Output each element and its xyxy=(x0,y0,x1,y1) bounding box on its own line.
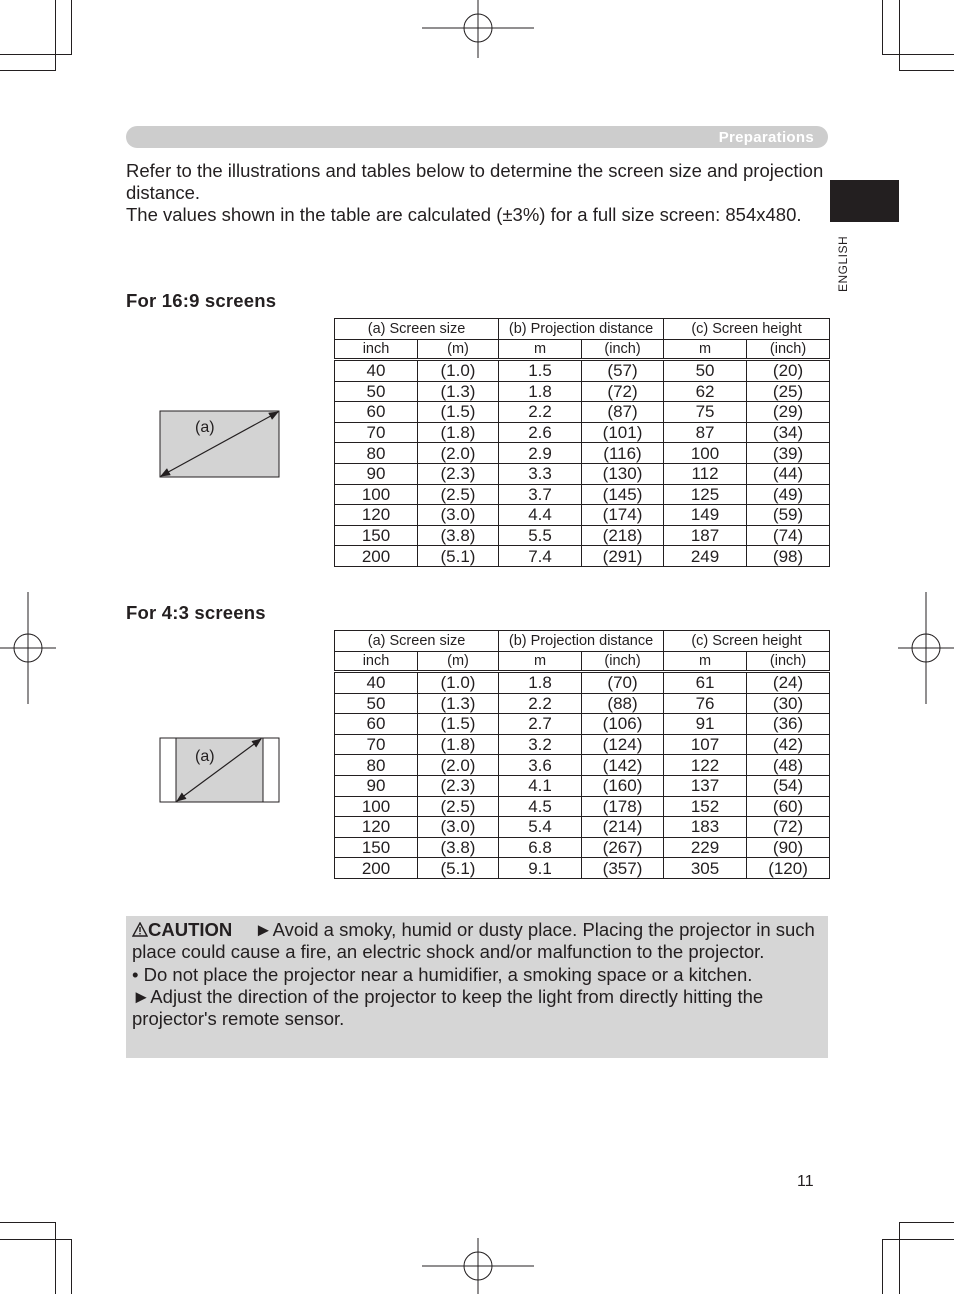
table-body xyxy=(335,672,830,879)
unit-header: (m) xyxy=(418,340,499,360)
unit-header: inch xyxy=(335,652,418,672)
table-cell: (29) xyxy=(747,402,830,423)
table-cell: 125 xyxy=(664,484,747,505)
table-cell: 3.7 xyxy=(499,484,582,505)
table-cell: (1.8) xyxy=(418,734,499,755)
table-cell: 1.8 xyxy=(499,381,582,402)
table-cell: 50 xyxy=(335,381,418,402)
table-cell: (106) xyxy=(582,714,664,735)
table-cell: (88) xyxy=(582,693,664,714)
table-cell: 2.7 xyxy=(499,714,582,735)
table-cell: (120) xyxy=(747,858,830,879)
caution-paragraph: • Do not place the projector near a humidifier, a smoking space or a kitchen. xyxy=(132,963,753,985)
table-cell: 70 xyxy=(335,734,418,755)
language-label: ENGLISH xyxy=(836,235,850,292)
table-cell: 4.4 xyxy=(499,505,582,526)
table-cell: 60 xyxy=(335,402,418,423)
table-cell: (178) xyxy=(582,796,664,817)
table-row xyxy=(335,546,830,567)
table-cell: 61 xyxy=(664,672,747,694)
table-cell: (357) xyxy=(582,858,664,879)
section-heading-16-9: For 16:9 screens xyxy=(126,290,277,311)
caution-box xyxy=(126,916,828,1058)
unit-header: (inch) xyxy=(582,340,664,360)
table-cell: 2.9 xyxy=(499,443,582,464)
table-cell: 120 xyxy=(335,817,418,838)
table-16-9 xyxy=(334,318,830,567)
table-row xyxy=(335,402,830,423)
table-cell: 1.5 xyxy=(499,360,582,382)
diagram-label: (a) xyxy=(195,419,215,436)
section-title: Preparations xyxy=(718,129,814,146)
table-row xyxy=(335,672,830,694)
table-cell: 187 xyxy=(664,525,747,546)
table-row xyxy=(335,443,830,464)
table-cell: 76 xyxy=(664,693,747,714)
intro-paragraph: The values shown in the table are calculated (±3%) for a full size screen: 854x480. xyxy=(126,204,802,225)
caution-label: CAUTION xyxy=(148,919,233,940)
table-cell: (1.3) xyxy=(418,381,499,402)
table-cell: 122 xyxy=(664,755,747,776)
column-group-header: (c) Screen height xyxy=(664,631,830,652)
table-row xyxy=(335,714,830,735)
unit-header: (inch) xyxy=(747,652,830,672)
table-cell: 249 xyxy=(664,546,747,567)
table-cell: 62 xyxy=(664,381,747,402)
unit-header: m xyxy=(664,652,747,672)
table-cell: (2.0) xyxy=(418,755,499,776)
table-body xyxy=(335,360,830,567)
table-cell: 80 xyxy=(335,443,418,464)
table-cell: (90) xyxy=(747,837,830,858)
table-cell: 107 xyxy=(664,734,747,755)
table-cell: 100 xyxy=(335,484,418,505)
table-cell: (30) xyxy=(747,693,830,714)
table-cell: 137 xyxy=(664,775,747,796)
registration-mark-bottom xyxy=(422,1238,534,1294)
page-number: 11 xyxy=(797,1173,814,1190)
table-cell: 120 xyxy=(335,505,418,526)
table-cell: 149 xyxy=(664,505,747,526)
table-cell: 60 xyxy=(335,714,418,735)
table-row xyxy=(335,422,830,443)
registration-mark-top xyxy=(422,0,534,58)
table-cell: (130) xyxy=(582,463,664,484)
table-row xyxy=(335,858,830,879)
table-cell: (2.3) xyxy=(418,775,499,796)
table-row xyxy=(335,525,830,546)
column-group-header: (c) Screen height xyxy=(664,319,830,340)
table-cell: (49) xyxy=(747,484,830,505)
table-cell: 87 xyxy=(664,422,747,443)
table-cell: (1.8) xyxy=(418,422,499,443)
unit-header: m xyxy=(499,652,582,672)
table-cell: (1.0) xyxy=(418,672,499,694)
unit-header: (inch) xyxy=(582,652,664,672)
table-cell: (57) xyxy=(582,360,664,382)
table-cell: (145) xyxy=(582,484,664,505)
table-cell: 112 xyxy=(664,463,747,484)
table-row xyxy=(335,817,830,838)
table-cell: (2.5) xyxy=(418,484,499,505)
table-cell: (1.3) xyxy=(418,693,499,714)
screen-diagram-4-3 xyxy=(158,736,282,806)
table-cell: (44) xyxy=(747,463,830,484)
table-cell: 80 xyxy=(335,755,418,776)
caution-text: ►Avoid a smoky, humid or dusty place. Placing the projector in such place could cause a fire, an electric shock and/or malfunction to the projector. xyxy=(132,919,815,963)
table-row xyxy=(335,796,830,817)
table-cell: 3.3 xyxy=(499,463,582,484)
intro-text xyxy=(126,160,846,226)
table-cell: 152 xyxy=(664,796,747,817)
table-cell: 7.4 xyxy=(499,546,582,567)
table-cell: (1.0) xyxy=(418,360,499,382)
table-cell: 229 xyxy=(664,837,747,858)
table-cell: (42) xyxy=(747,734,830,755)
registration-mark-right xyxy=(898,592,954,704)
table-cell: 50 xyxy=(664,360,747,382)
table-cell: (2.0) xyxy=(418,443,499,464)
table-cell: 9.1 xyxy=(499,858,582,879)
table-cell: 200 xyxy=(335,546,418,567)
caution-paragraph xyxy=(132,919,822,964)
caution-paragraph: ►Adjust the direction of the projector to keep the light from directly hitting the projector's remote sensor. xyxy=(132,985,764,1030)
table-cell: (39) xyxy=(747,443,830,464)
table-cell: (142) xyxy=(582,755,664,776)
table-cell: 183 xyxy=(664,817,747,838)
unit-header: m xyxy=(499,340,582,360)
table-cell: 150 xyxy=(335,525,418,546)
table-4-3 xyxy=(334,630,830,879)
diagram-label: (a) xyxy=(195,748,215,765)
table-cell: 305 xyxy=(664,858,747,879)
table-row xyxy=(335,360,830,382)
table-cell: 6.8 xyxy=(499,837,582,858)
table-cell: (174) xyxy=(582,505,664,526)
table-cell: 100 xyxy=(335,796,418,817)
table-cell: (116) xyxy=(582,443,664,464)
table-row xyxy=(335,484,830,505)
table-cell: 150 xyxy=(335,837,418,858)
table-cell: (72) xyxy=(582,381,664,402)
table-cell: (3.0) xyxy=(418,505,499,526)
table-cell: (20) xyxy=(747,360,830,382)
table-cell: 1.8 xyxy=(499,672,582,694)
table-cell: 200 xyxy=(335,858,418,879)
table-cell: 75 xyxy=(664,402,747,423)
table-cell: (54) xyxy=(747,775,830,796)
unit-header: (inch) xyxy=(747,340,830,360)
table-cell: (48) xyxy=(747,755,830,776)
table-cell: (70) xyxy=(582,672,664,694)
table-cell: 3.6 xyxy=(499,755,582,776)
table-row xyxy=(335,755,830,776)
table-row xyxy=(335,693,830,714)
table-cell: (124) xyxy=(582,734,664,755)
table-cell: 100 xyxy=(664,443,747,464)
table-cell: (72) xyxy=(747,817,830,838)
table-row xyxy=(335,463,830,484)
table-cell: 90 xyxy=(335,463,418,484)
table-cell: 90 xyxy=(335,775,418,796)
table-cell: (60) xyxy=(747,796,830,817)
unit-header: inch xyxy=(335,340,418,360)
table-cell: (214) xyxy=(582,817,664,838)
table-cell: 40 xyxy=(335,672,418,694)
column-group-header: (a) Screen size xyxy=(335,631,499,652)
table-cell: (5.1) xyxy=(418,858,499,879)
table-row xyxy=(335,734,830,755)
table-cell: (25) xyxy=(747,381,830,402)
table-cell: (3.8) xyxy=(418,837,499,858)
table-cell: (59) xyxy=(747,505,830,526)
table-cell: 5.4 xyxy=(499,817,582,838)
column-group-header: (a) Screen size xyxy=(335,319,499,340)
table-cell: 4.1 xyxy=(499,775,582,796)
table-cell: (1.5) xyxy=(418,402,499,423)
table-cell: (36) xyxy=(747,714,830,735)
table-cell: (101) xyxy=(582,422,664,443)
table-cell: (98) xyxy=(747,546,830,567)
table-cell: 50 xyxy=(335,693,418,714)
table-cell: (3.8) xyxy=(418,525,499,546)
table-cell: (74) xyxy=(747,525,830,546)
table-cell: (267) xyxy=(582,837,664,858)
table-cell: (87) xyxy=(582,402,664,423)
table-row xyxy=(335,775,830,796)
table-cell: (2.5) xyxy=(418,796,499,817)
table-cell: (24) xyxy=(747,672,830,694)
table-cell: (1.5) xyxy=(418,714,499,735)
table-row xyxy=(335,837,830,858)
column-group-header: (b) Projection distance xyxy=(499,319,664,340)
table-cell: (291) xyxy=(582,546,664,567)
table-cell: (5.1) xyxy=(418,546,499,567)
section-header-bar xyxy=(126,126,828,148)
warning-icon xyxy=(132,919,148,940)
unit-header: m xyxy=(664,340,747,360)
table-cell: (34) xyxy=(747,422,830,443)
table-cell: (160) xyxy=(582,775,664,796)
intro-paragraph: Refer to the illustrations and tables below to determine the screen size and projection distance. xyxy=(126,160,824,203)
registration-mark-left xyxy=(0,592,56,704)
section-heading-4-3: For 4:3 screens xyxy=(126,602,266,623)
table-cell: 2.2 xyxy=(499,693,582,714)
table-cell: 2.6 xyxy=(499,422,582,443)
table-cell: 2.2 xyxy=(499,402,582,423)
unit-header: (m) xyxy=(418,652,499,672)
table-cell: (218) xyxy=(582,525,664,546)
table-cell: (3.0) xyxy=(418,817,499,838)
table-cell: 3.2 xyxy=(499,734,582,755)
table-cell: (2.3) xyxy=(418,463,499,484)
table-row xyxy=(335,381,830,402)
screen-diagram-16-9 xyxy=(158,409,282,479)
column-group-header: (b) Projection distance xyxy=(499,631,664,652)
table-cell: 40 xyxy=(335,360,418,382)
table-cell: 5.5 xyxy=(499,525,582,546)
table-row xyxy=(335,505,830,526)
table-cell: 70 xyxy=(335,422,418,443)
table-cell: 91 xyxy=(664,714,747,735)
table-cell: 4.5 xyxy=(499,796,582,817)
